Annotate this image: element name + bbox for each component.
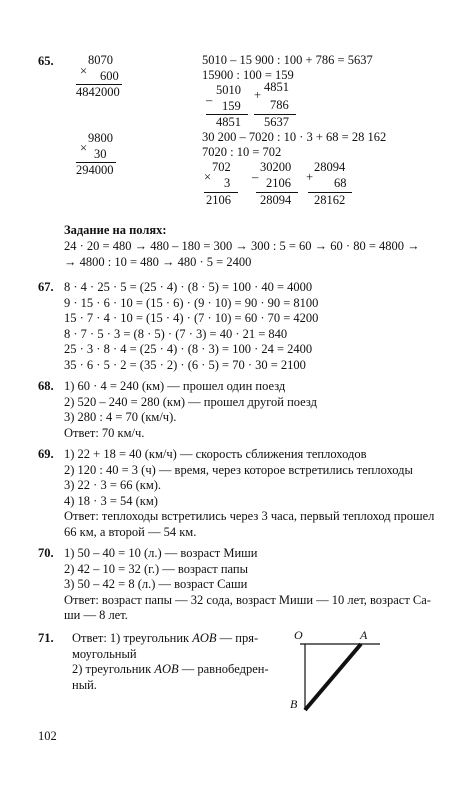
text-line: моугольный xyxy=(72,646,137,661)
operand-b: 600 xyxy=(100,69,119,83)
problem-67-lines xyxy=(64,280,318,373)
operand-a: 9800 xyxy=(88,131,113,145)
expression-1: 5010 – 15 900 : 100 + 786 = 5637 xyxy=(202,53,373,67)
operand-b: 68 xyxy=(334,176,347,190)
answer-line: Ответ: теплоходы встретились через 3 часа, первый теплоход прошел xyxy=(64,509,435,523)
operand-b: 3 xyxy=(224,176,231,190)
text-line: 3) 22 · 3 = 66 (км). xyxy=(64,478,162,492)
problem-67-number: 67. xyxy=(38,280,54,294)
text-line: 35 · 6 · 5 · 2 = (35 · 2) · (6 · 5) = 70 · 30 = 2100 xyxy=(64,357,306,372)
triangle-name: AOB xyxy=(154,662,179,676)
minus-sign: – xyxy=(252,170,259,184)
answer-line: Ответ: возраст папы — 32 сода, возраст Миши — 10 лет, возраст Са- xyxy=(64,592,431,607)
problem-68-lines xyxy=(64,379,317,441)
text-line: 15 · 7 · 4 · 10 = (15 · 4) · (7 · 10) = 60 · 70 = 4200 xyxy=(64,311,319,325)
problem-65-number: 65. xyxy=(38,54,54,68)
text-line: 1) 50 – 40 = 10 (л.) — возраст Миши xyxy=(64,546,258,560)
problem-71-answer xyxy=(72,631,269,693)
text-line: 2) 520 – 240 = 280 (км) — прошел другой поезд xyxy=(64,394,317,409)
margin-task-line-1: 24 · 20 = 480 → 480 – 180 = 300 → 300 : 5 = 60 → 60 · 80 = 4800 → xyxy=(64,239,420,253)
operand-a: 28094 xyxy=(314,160,346,174)
answer-line: 66 км, а второй — 54 км. xyxy=(64,524,197,539)
label-a: A xyxy=(360,628,368,642)
problem-70-lines xyxy=(64,546,431,624)
answer-line: ши — 8 лет. xyxy=(64,608,128,622)
text-line xyxy=(72,662,269,678)
label-b: B xyxy=(290,697,298,711)
label-o: O xyxy=(294,628,303,642)
answer-line: Ответ: 70 км/ч. xyxy=(64,425,145,440)
operand-b: 786 xyxy=(270,98,289,112)
operand-b: 2106 xyxy=(266,176,291,190)
problem-71-number: 71. xyxy=(38,631,54,645)
problem-69-lines xyxy=(64,447,434,540)
text-span: — равнобедрен- xyxy=(178,662,269,676)
operand-a: 5010 xyxy=(216,83,241,97)
text-line: 25 · 3 · 8 · 4 = (25 · 4) · (8 · 3) = 100 · 24 = 2400 xyxy=(64,342,313,356)
expression-2: 30 200 – 7020 : 10 · 3 + 68 = 28 162 xyxy=(202,130,387,144)
plus-sign: + xyxy=(254,88,262,102)
result: 2106 xyxy=(206,193,231,207)
triangle-aob-figure xyxy=(286,624,386,716)
result: 294000 xyxy=(76,163,114,177)
margin-task-title: Задание на полях: xyxy=(64,223,167,237)
text-line: 8 · 7 · 5 · 3 = (8 · 5) · (7 · 3) = 40 · 21 = 840 xyxy=(64,326,288,341)
result: 5637 xyxy=(264,115,289,129)
text-line: 3) 50 – 42 = 8 (л.) — возраст Саши xyxy=(64,577,248,591)
operand-a: 8070 xyxy=(88,53,113,67)
margin-task-line-2: → 4800 : 10 = 480 → 480 · 5 = 2400 xyxy=(64,255,252,269)
operand-a: 30200 xyxy=(260,160,292,174)
text-line: 2) 120 : 40 = 3 (ч) — время, через которое встретились теплоходы xyxy=(64,462,413,477)
text-span: 2) треугольник xyxy=(72,662,155,676)
triangle-name: AOB xyxy=(192,631,217,645)
operand-a: 4851 xyxy=(264,80,289,94)
text-line: 8 · 4 · 25 · 5 = (25 · 4) · (8 · 5) = 100 · 40 = 4000 xyxy=(64,280,313,294)
mult-sign: × xyxy=(80,64,88,78)
result: 28162 xyxy=(314,193,346,207)
page-number: 102 xyxy=(38,729,57,743)
problem-70-number: 70. xyxy=(38,546,54,560)
operand-a: 702 xyxy=(212,160,231,174)
result: 28094 xyxy=(260,193,292,207)
text-line: 4) 18 · 3 = 54 (км) xyxy=(64,493,158,508)
plus-sign: + xyxy=(306,170,314,184)
text-line: 9 · 15 · 6 · 10 = (15 · 6) · (9 · 10) = 90 · 90 = 8100 xyxy=(64,295,319,310)
mult-sign: × xyxy=(204,170,212,184)
problem-68-number: 68. xyxy=(38,379,54,393)
problem-69-number: 69. xyxy=(38,447,54,461)
result: 4842000 xyxy=(76,85,120,99)
operand-b: 30 xyxy=(94,147,107,161)
expression-2-step: 7020 : 10 = 702 xyxy=(202,145,282,159)
text-line: ный. xyxy=(72,677,97,692)
result: 4851 xyxy=(216,115,241,129)
mult-sign: × xyxy=(80,141,88,155)
text-line xyxy=(72,631,269,647)
operand-b: 159 xyxy=(222,99,241,113)
text-line: 1) 22 + 18 = 40 (км/ч) — скорость сближения теплоходов xyxy=(64,447,367,461)
segment-ab xyxy=(305,644,361,710)
text-line: 3) 280 : 4 = 70 (км/ч). xyxy=(64,410,177,424)
expression-1-step: 15900 : 100 = 159 xyxy=(202,68,294,82)
text-span: Ответ: 1) треугольник xyxy=(72,631,193,645)
text-line: 1) 60 · 4 = 240 (км) — прошел один поезд xyxy=(64,379,286,393)
minus-sign: – xyxy=(206,93,213,107)
text-line: 2) 42 – 10 = 32 (г.) — возраст папы xyxy=(64,561,248,576)
text-span: — пря- xyxy=(216,631,259,645)
